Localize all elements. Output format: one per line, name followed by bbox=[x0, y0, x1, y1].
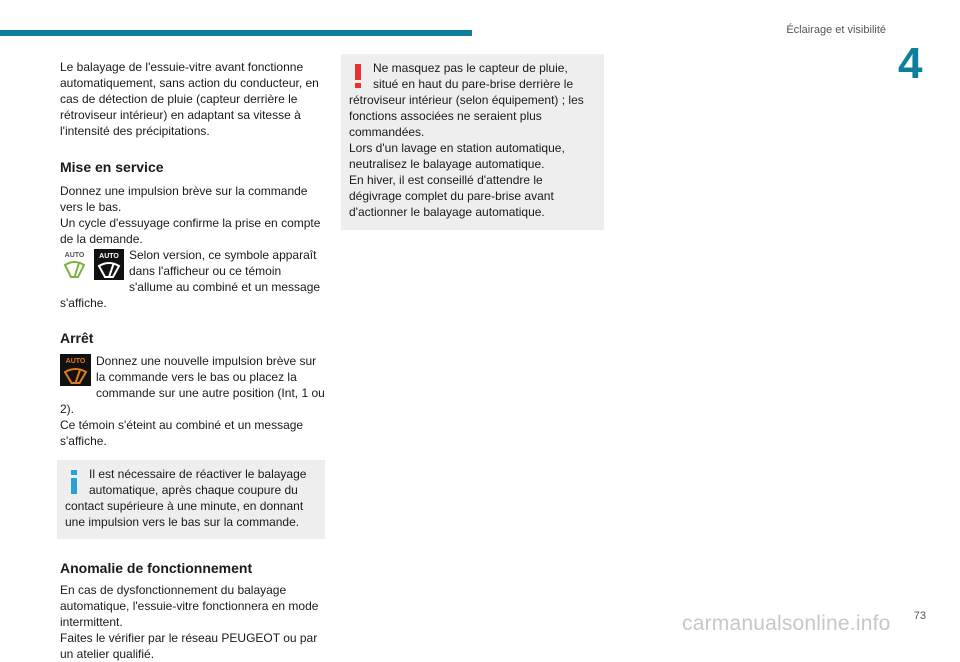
warning-paragraph-3: En hiver, il est conseillé d'attendre le dégivrage complet du pare-brise avant d'actionner le balayage automatique. bbox=[349, 173, 554, 219]
auto-wiper-display-icon bbox=[94, 249, 124, 280]
mise-paragraph-3: Selon version, ce symbole apparaît dans l'afficheur ou ce témoin s'allume au combiné et un message s'affiche. bbox=[60, 248, 321, 310]
section-title: Éclairage et visibilité bbox=[786, 24, 886, 36]
auto-wiper-green-icon bbox=[60, 249, 89, 280]
mise-paragraph-1: Donnez une impulsion brève sur la commande vers le bas. bbox=[60, 184, 308, 214]
auto-icon-label: AUTO bbox=[65, 358, 86, 365]
mise-paragraph-2: Un cycle d'essuyage confirme la prise en compte de la demande. bbox=[60, 216, 321, 246]
header-accent-bar bbox=[0, 30, 472, 36]
arret-paragraph-2: Ce témoin s'éteint au combiné et un message s'affiche. bbox=[60, 418, 304, 448]
auto-wiper-orange-icon bbox=[60, 354, 91, 386]
anomalie-paragraph-1: En cas de dysfonctionnement du balayage automatique, l'essuie-vitre fonctionnera en mode intermittent. bbox=[60, 583, 319, 629]
anomalie-paragraph-2: Faites le vérifier par le réseau PEUGEOT ou par un atelier qualifié. bbox=[60, 631, 318, 661]
auto-icon-label: AUTO bbox=[99, 253, 119, 260]
mise-icons bbox=[60, 249, 124, 280]
warning-icon bbox=[349, 62, 367, 90]
heading-anomalie: Anomalie de fonctionnement bbox=[60, 560, 253, 576]
watermark: carmanualsonline.info bbox=[682, 612, 891, 635]
info-note-box bbox=[57, 460, 325, 539]
warning-box bbox=[341, 54, 604, 230]
chapter-number: 4 bbox=[898, 39, 923, 88]
arret-paragraph-1: Donnez une nouvelle impulsion brève sur la commande vers le bas ou placez la commande sur une autre position (Int, 1 ou 2). bbox=[60, 354, 325, 416]
warning-paragraph-2: Lors d'un lavage en station automatique, neutralisez le balayage automatique. bbox=[349, 141, 565, 171]
warning-paragraph-1: Ne masquez pas le capteur de pluie, situé en haut du pare-brise derrière le rétroviseur intérieur (selon équipement) ; les fonctions associées ne seraient plus commandées. bbox=[349, 61, 584, 139]
mise-icon-paragraph bbox=[60, 247, 325, 311]
heading-mise-en-service: Mise en service bbox=[60, 159, 164, 175]
auto-icon-label: AUTO bbox=[64, 252, 85, 259]
heading-arret: Arrêt bbox=[60, 330, 94, 346]
arret-icon-paragraph bbox=[60, 353, 325, 417]
page-number: 73 bbox=[913, 610, 926, 622]
info-icon bbox=[65, 468, 83, 496]
right-column bbox=[341, 54, 604, 230]
intro-paragraph: Le balayage de l'essuie-vitre avant fonctionne automatiquement, sans action du conducteur, en cas de détection de pluie (capteur derrière le rétroviseur intérieur) en adaptant sa vitesse à l'intensité des précipitations. bbox=[60, 60, 319, 138]
info-note-text: Il est nécessaire de réactiver le balayage automatique, après chaque coupure du contact supérieure à une minute, en donnant une impulsion vers le bas sur la commande. bbox=[65, 467, 307, 529]
left-column bbox=[60, 59, 325, 662]
